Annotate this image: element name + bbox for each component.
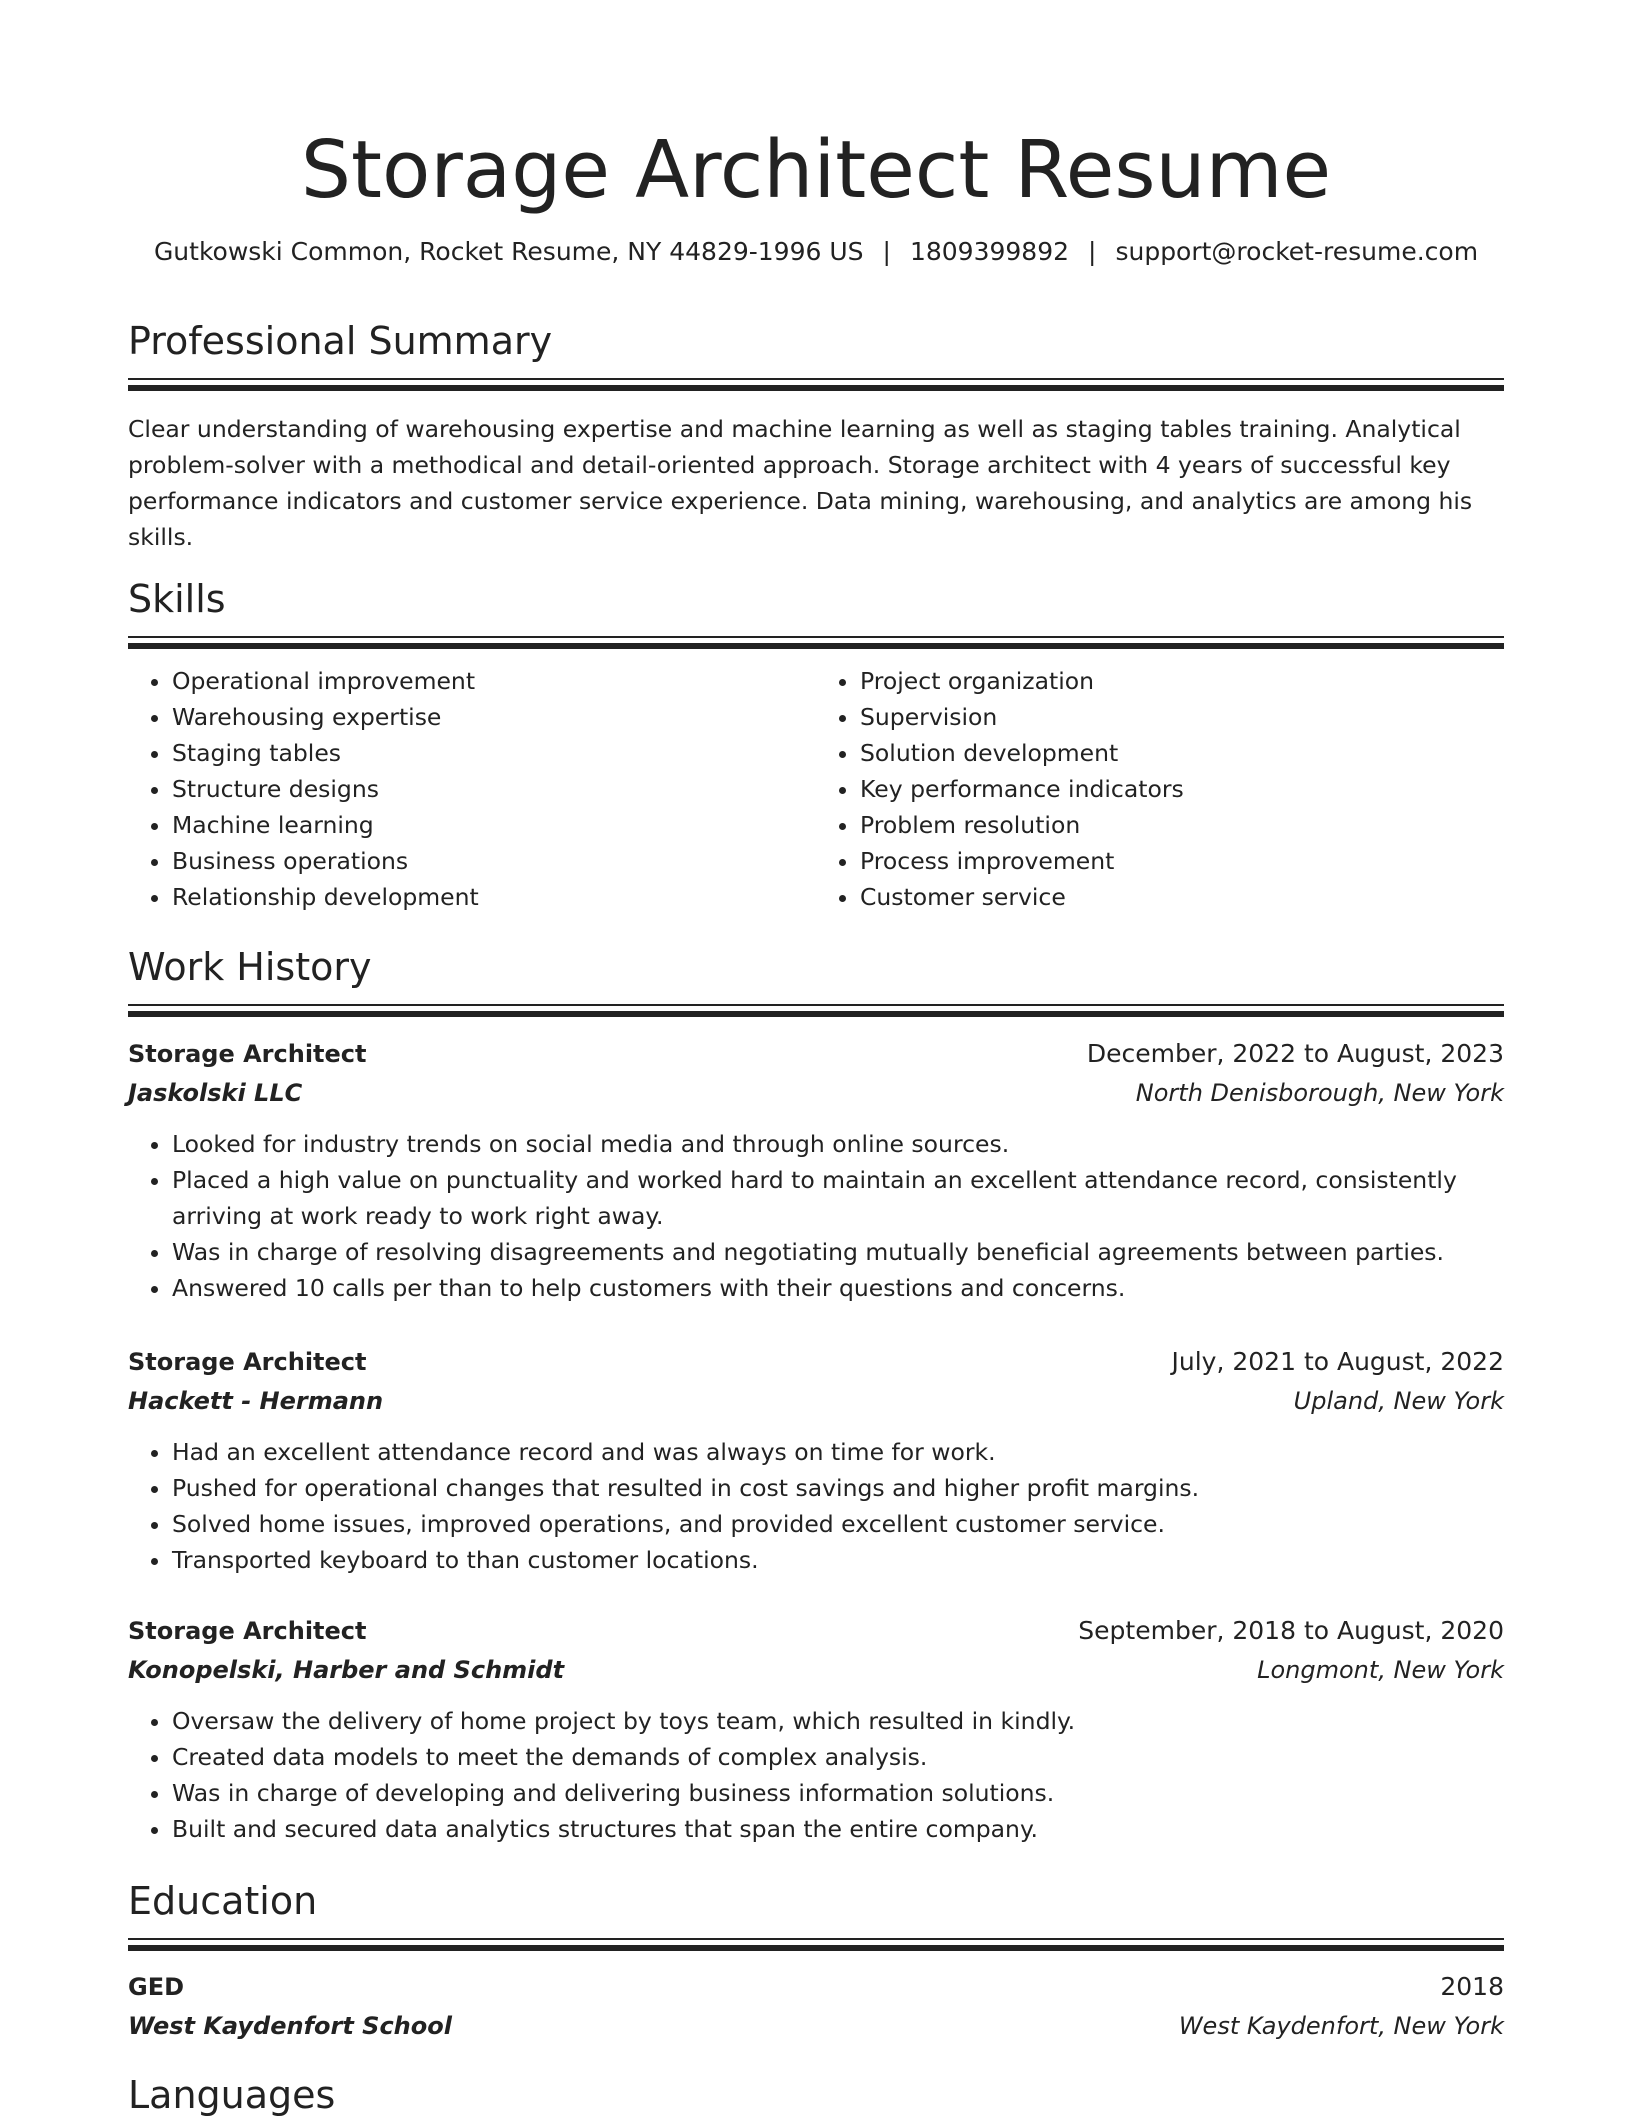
- skill-item: • Process improvement: [860, 843, 1504, 879]
- section-divider-thick: [128, 643, 1504, 649]
- email-text: support@rocket-resume.com: [1115, 237, 1479, 266]
- job-bullet: • Created data models to meet the demands of complex analysis.: [172, 1739, 1504, 1775]
- summary-section: [128, 318, 1504, 555]
- job-header-row: [128, 1342, 1504, 1382]
- job-header-row: [128, 1611, 1504, 1651]
- job-dates: July, 2021 to August, 2022: [1171, 1347, 1504, 1376]
- skill-item: • Machine learning: [172, 807, 816, 843]
- section-divider-thick: [128, 385, 1504, 391]
- section-heading-skills: Skills: [128, 577, 226, 621]
- skills-list-right: [816, 663, 1504, 915]
- skill-item: • Problem resolution: [860, 807, 1504, 843]
- languages-section: [128, 2072, 1504, 2118]
- education-degree: GED: [128, 1973, 185, 2001]
- job-bullet: • Answered 10 calls per than to help customers with their questions and concerns.: [172, 1270, 1504, 1306]
- skill-item: • Project organization: [860, 663, 1504, 699]
- skill-item: • Key performance indicators: [860, 771, 1504, 807]
- work-history-section: [128, 944, 1504, 1017]
- job-title: Storage Architect: [128, 1348, 367, 1376]
- job-bullet: • Pushed for operational changes that resulted in cost savings and higher profit margins.: [172, 1470, 1504, 1506]
- job-title: Storage Architect: [128, 1040, 367, 1068]
- section-divider: [128, 1004, 1504, 1006]
- job-subheader-row: [128, 1651, 1504, 1689]
- job-subheader-row: [128, 1382, 1504, 1420]
- section-heading-summary: Professional Summary: [128, 319, 553, 363]
- skills-section: [128, 576, 1504, 915]
- job-bullets: [128, 1434, 1504, 1578]
- job-bullet: • Was in charge of resolving disagreements and negotiating mutually beneficial agreements between parties.: [172, 1234, 1504, 1270]
- summary-text: Clear understanding of warehousing expertise and machine learning as well as staging tables training. Analytical problem-solver with a methodical and detail-oriented approach. Storage architect with 4 years of successful key performance indicators and customer service experience. Data mining, warehousing, and analytics are among his skills.: [128, 415, 1473, 551]
- skill-item: • Warehousing expertise: [172, 699, 816, 735]
- job-entry: [128, 1034, 1504, 1306]
- job-header-row: [128, 1034, 1504, 1074]
- skill-item: • Solution development: [860, 735, 1504, 771]
- section-divider: [128, 378, 1504, 380]
- job-location: Longmont, New York: [1257, 1656, 1504, 1684]
- job-location: North Denisborough, New York: [1135, 1079, 1504, 1107]
- job-bullet: • Looked for industry trends on social media and through online sources.: [172, 1126, 1504, 1162]
- job-bullet: • Transported keyboard to than customer locations.: [172, 1542, 1504, 1578]
- skill-item: • Structure designs: [172, 771, 816, 807]
- section-divider-thick: [128, 1011, 1504, 1017]
- skills-columns: [128, 663, 1504, 915]
- skill-item: • Supervision: [860, 699, 1504, 735]
- job-bullet: • Oversaw the delivery of home project by toys team, which resulted in kindly.: [172, 1703, 1504, 1739]
- skill-item: • Relationship development: [172, 879, 816, 915]
- job-bullet: • Solved home issues, improved operations, and provided excellent customer service.: [172, 1506, 1504, 1542]
- contact-line: [128, 236, 1504, 268]
- job-bullets: [128, 1703, 1504, 1847]
- job-dates: December, 2022 to August, 2023: [1086, 1039, 1504, 1068]
- job-entry: [128, 1342, 1504, 1578]
- job-entry: [128, 1611, 1504, 1847]
- skill-item: • Operational improvement: [172, 663, 816, 699]
- job-bullet: • Was in charge of developing and delivering business information solutions.: [172, 1775, 1504, 1811]
- section-divider: [128, 1938, 1504, 1940]
- contact-separator: |: [1088, 237, 1097, 266]
- section-heading-work-history: Work History: [128, 945, 372, 989]
- skill-item: • Customer service: [860, 879, 1504, 915]
- section-heading-education: Education: [128, 1879, 318, 1923]
- contact-separator: |: [882, 237, 891, 266]
- education-header-row: [128, 1967, 1504, 2007]
- job-bullets: [128, 1126, 1504, 1306]
- education-school: West Kaydenfort School: [128, 2012, 452, 2040]
- education-location: West Kaydenfort, New York: [1178, 2012, 1504, 2040]
- section-divider-thick: [128, 1945, 1504, 1951]
- address-text: Gutkowski Common, Rocket Resume, NY 44829-1996 US: [153, 237, 864, 266]
- job-company: Jaskolski LLC: [128, 1079, 303, 1107]
- skill-item: • Staging tables: [172, 735, 816, 771]
- education-year: 2018: [1440, 1972, 1504, 2001]
- page-title: Storage Architect Resume: [300, 124, 1332, 216]
- section-divider: [128, 636, 1504, 638]
- job-company: Konopelski, Harber and Schmidt: [128, 1656, 565, 1684]
- section-heading-languages: Languages: [128, 2073, 336, 2117]
- skills-list-left: [128, 663, 816, 915]
- job-bullet: • Placed a high value on punctuality and worked hard to maintain an excellent attendance record, consistently arriving at work ready to work right away.: [172, 1162, 1504, 1234]
- education-subheader-row: [128, 2007, 1504, 2045]
- job-subheader-row: [128, 1074, 1504, 1112]
- job-bullet: • Built and secured data analytics structures that span the entire company.: [172, 1811, 1504, 1847]
- education-section: [128, 1878, 1504, 2045]
- job-company: Hackett - Hermann: [128, 1387, 384, 1415]
- skill-item: • Business operations: [172, 843, 816, 879]
- job-location: Upland, New York: [1293, 1387, 1504, 1415]
- job-dates: September, 2018 to August, 2020: [1078, 1616, 1504, 1645]
- job-bullet: • Had an excellent attendance record and was always on time for work.: [172, 1434, 1504, 1470]
- job-title: Storage Architect: [128, 1617, 367, 1645]
- phone-text: 1809399892: [909, 237, 1070, 266]
